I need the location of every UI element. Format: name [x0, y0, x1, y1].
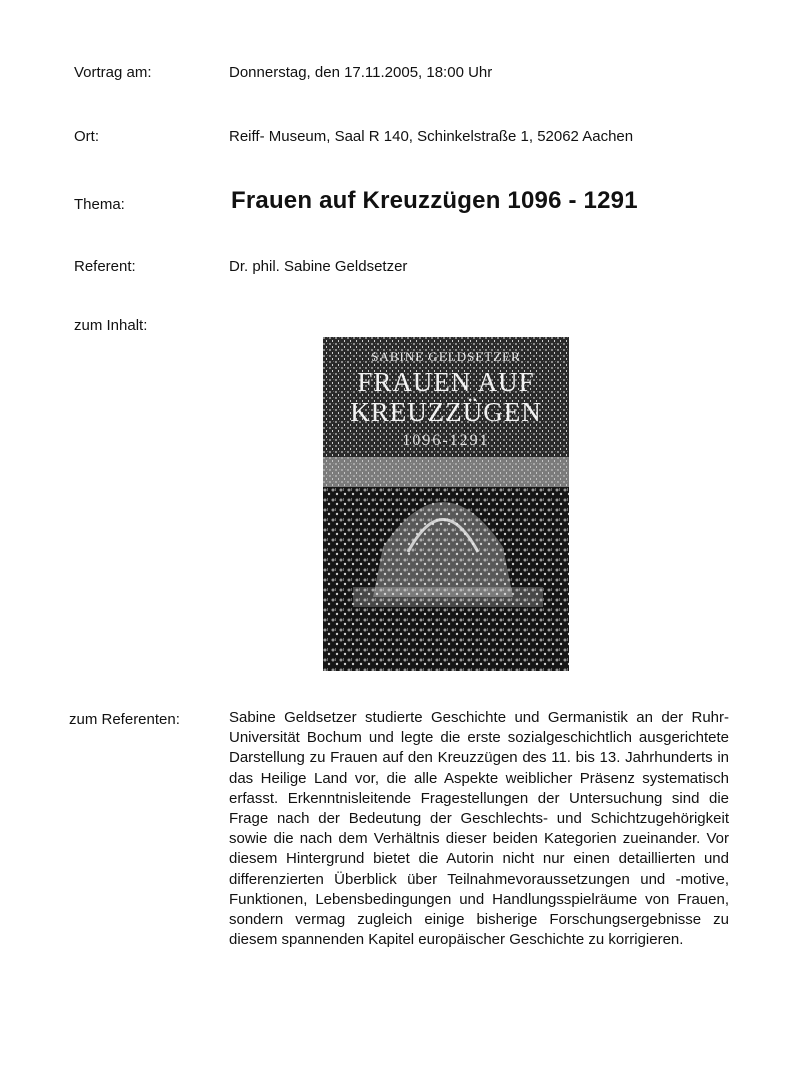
speaker-label: Referent:: [74, 258, 136, 275]
speaker-value: Dr. phil. Sabine Geldsetzer: [229, 258, 408, 275]
content-label: zum Inhalt:: [74, 317, 148, 334]
date-label: Vortrag am:: [74, 64, 152, 81]
date-value: Donnerstag, den 17.11.2005, 18:00 Uhr: [229, 64, 493, 81]
cover-author: SABINE GELDSETZER: [371, 349, 521, 364]
topic-label: Thema:: [74, 196, 125, 213]
cover-title-line2: KREUZZÜGEN: [350, 397, 542, 427]
location-label: Ort:: [74, 128, 99, 145]
about-speaker-label: zum Referenten:: [69, 711, 180, 728]
about-speaker-text: Sabine Geldsetzer studierte Geschichte und Germanistik an der Ruhr-Universität Bochum und legte die erste sozialgeschichtlich ausgerichtete Darstellung zu Frauen auf den Kreuzzügen des 11. bis 13. Jahrhunderts in das Heilige Land vor, die alle Aspekte weiblicher Präsenz systematisch erfasst. Erkenntnisleitende Fragestellungen der Untersuchung sind die Frage nach der Bedeutung der Geschlechts- und Schichtzugehörigkeit sowie die nach dem Verhältnis dieser beiden Kategorien zueinander. Vor diesem Hintergrund bietet die Autorin nicht nur einen detaillierten und differenzierten Überblick über Teilnahmevoraussetzungen und -motive, Funktionen, Lebensbedingungen und Handlungsspielräume von Frauen, sondern vermag zugleich einige bisherige Forschungsergebnisse zu diesem spannenden Kapitel europäischer Geschichte zu korrigieren.: [229, 709, 729, 949]
topic-title: Frauen auf Kreuzzügen 1096 - 1291: [231, 187, 638, 214]
location-value: Reiff- Museum, Saal R 140, Schinkelstraße 1, 52062 Aachen: [229, 128, 634, 145]
cover-years: 1096-1291: [402, 432, 490, 449]
book-cover-image: [323, 337, 569, 671]
cover-title-line1: FRAUEN AUF: [357, 367, 535, 397]
